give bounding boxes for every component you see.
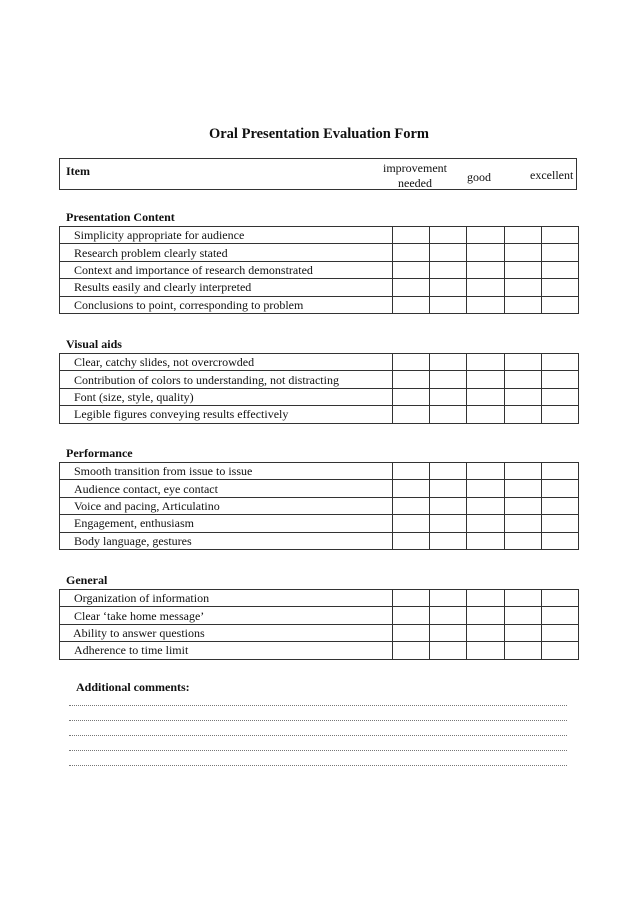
section-grid-general xyxy=(59,589,579,660)
rating-cell[interactable] xyxy=(430,463,467,480)
table-row xyxy=(60,227,579,244)
table-row xyxy=(60,497,579,514)
rating-cell[interactable] xyxy=(504,227,541,244)
rating-cell[interactable] xyxy=(430,244,467,261)
rating-header xyxy=(59,158,577,190)
table-row xyxy=(60,406,579,423)
rating-cell[interactable] xyxy=(393,590,430,607)
rating-cell[interactable] xyxy=(430,371,467,388)
criterion-label: Context and importance of research demonstrated xyxy=(60,261,393,278)
rating-cell[interactable] xyxy=(504,296,541,313)
rating-cell[interactable] xyxy=(430,642,467,659)
rating-cell[interactable] xyxy=(430,624,467,641)
rating-cell[interactable] xyxy=(541,371,578,388)
criterion-label: Results easily and clearly interpreted xyxy=(60,279,393,296)
rating-cell[interactable] xyxy=(467,463,504,480)
rating-cell[interactable] xyxy=(430,279,467,296)
criterion-label: Smooth transition from issue to issue xyxy=(60,463,393,480)
header-improvement-line2: needed xyxy=(398,176,432,190)
table-row xyxy=(60,607,579,624)
section-grid-performance xyxy=(59,462,579,550)
criterion-label: Audience contact, eye contact xyxy=(60,480,393,497)
rating-cell[interactable] xyxy=(393,227,430,244)
rating-cell[interactable] xyxy=(541,388,578,405)
table-row xyxy=(60,480,579,497)
rating-cell[interactable] xyxy=(541,532,578,549)
criterion-label: Legible figures conveying results effectively xyxy=(60,406,393,423)
rating-cell[interactable] xyxy=(504,532,541,549)
section-grid-visual-aids xyxy=(59,353,579,424)
rating-cell[interactable] xyxy=(467,624,504,641)
rating-cell[interactable] xyxy=(541,463,578,480)
section-title-visual-aids: Visual aids xyxy=(66,337,122,351)
criterion-label: Clear, catchy slides, not overcrowded xyxy=(60,354,393,371)
rating-cell[interactable] xyxy=(541,624,578,641)
section-title-general: General xyxy=(66,573,108,587)
rating-cell[interactable] xyxy=(467,227,504,244)
rating-cell[interactable] xyxy=(541,406,578,423)
rating-cell[interactable] xyxy=(504,244,541,261)
table-row xyxy=(60,354,579,371)
rating-cell[interactable] xyxy=(504,388,541,405)
rating-cell[interactable] xyxy=(467,480,504,497)
rating-cell[interactable] xyxy=(504,624,541,641)
rating-cell[interactable] xyxy=(430,515,467,532)
rating-cell[interactable] xyxy=(541,497,578,514)
rating-cell[interactable] xyxy=(430,497,467,514)
rating-cell[interactable] xyxy=(504,480,541,497)
rating-cell[interactable] xyxy=(467,642,504,659)
header-item: Item xyxy=(66,164,90,178)
criterion-label: Engagement, enthusiasm xyxy=(60,515,393,532)
rating-cell[interactable] xyxy=(393,296,430,313)
table-row xyxy=(60,642,579,659)
rating-cell[interactable] xyxy=(467,296,504,313)
rating-cell[interactable] xyxy=(393,642,430,659)
table-row xyxy=(60,371,579,388)
rating-cell[interactable] xyxy=(504,497,541,514)
rating-cell[interactable] xyxy=(393,607,430,624)
criterion-label: Conclusions to point, corresponding to problem xyxy=(60,296,393,313)
rating-cell[interactable] xyxy=(541,296,578,313)
rating-cell[interactable] xyxy=(393,624,430,641)
comment-line[interactable] xyxy=(69,720,567,721)
rating-cell[interactable] xyxy=(430,227,467,244)
rating-cell[interactable] xyxy=(467,279,504,296)
rating-cell[interactable] xyxy=(467,406,504,423)
rating-cell[interactable] xyxy=(393,515,430,532)
rating-cell[interactable] xyxy=(393,406,430,423)
rating-cell[interactable] xyxy=(541,480,578,497)
criterion-label: Font (size, style, quality) xyxy=(60,388,393,405)
rating-cell[interactable] xyxy=(467,354,504,371)
rating-cell[interactable] xyxy=(504,607,541,624)
comment-line[interactable] xyxy=(69,705,567,706)
criterion-label: Ability to answer questions xyxy=(60,624,393,641)
rating-cell[interactable] xyxy=(393,497,430,514)
rating-cell[interactable] xyxy=(541,261,578,278)
table-row xyxy=(60,515,579,532)
rating-cell[interactable] xyxy=(430,590,467,607)
table-row xyxy=(60,532,579,549)
additional-comments-title: Additional comments: xyxy=(76,680,190,694)
rating-cell[interactable] xyxy=(430,388,467,405)
rating-cell[interactable] xyxy=(467,388,504,405)
header-improvement-line1: improvement xyxy=(383,161,447,175)
rating-cell[interactable] xyxy=(430,354,467,371)
rating-cell[interactable] xyxy=(541,227,578,244)
table-row xyxy=(60,244,579,261)
table-row xyxy=(60,463,579,480)
header-improvement-needed xyxy=(375,161,455,191)
table-row xyxy=(60,590,579,607)
rating-cell[interactable] xyxy=(393,371,430,388)
rating-cell[interactable] xyxy=(430,296,467,313)
criterion-label: Simplicity appropriate for audience xyxy=(60,227,393,244)
criterion-label: Adherence to time limit xyxy=(60,642,393,659)
table-row xyxy=(60,296,579,313)
rating-cell[interactable] xyxy=(504,279,541,296)
rating-cell[interactable] xyxy=(467,244,504,261)
rating-cell[interactable] xyxy=(430,480,467,497)
rating-cell[interactable] xyxy=(504,371,541,388)
rating-cell[interactable] xyxy=(393,279,430,296)
criterion-label: Body language, gestures xyxy=(60,532,393,549)
rating-cell[interactable] xyxy=(467,532,504,549)
rating-cell[interactable] xyxy=(467,497,504,514)
table-row xyxy=(60,279,579,296)
rating-cell[interactable] xyxy=(467,607,504,624)
rating-cell[interactable] xyxy=(541,642,578,659)
criterion-label: Clear ‘take home message’ xyxy=(60,607,393,624)
rating-cell[interactable] xyxy=(393,480,430,497)
comment-line[interactable] xyxy=(69,735,567,736)
comment-line[interactable] xyxy=(69,765,567,766)
criterion-label: Contribution of colors to understanding, not distracting xyxy=(60,371,393,388)
table-row xyxy=(60,261,579,278)
rating-cell[interactable] xyxy=(430,532,467,549)
criterion-label: Organization of information xyxy=(60,590,393,607)
rating-cell[interactable] xyxy=(393,388,430,405)
rating-cell[interactable] xyxy=(467,590,504,607)
table-row xyxy=(60,388,579,405)
rating-cell[interactable] xyxy=(541,244,578,261)
rating-cell[interactable] xyxy=(467,371,504,388)
section-grid-presentation-content xyxy=(59,226,579,314)
rating-cell[interactable] xyxy=(467,261,504,278)
rating-cell[interactable] xyxy=(430,607,467,624)
rating-cell[interactable] xyxy=(541,607,578,624)
rating-cell[interactable] xyxy=(504,590,541,607)
section-title-performance: Performance xyxy=(66,446,133,460)
rating-cell[interactable] xyxy=(430,406,467,423)
criterion-label: Voice and pacing, Articulatino xyxy=(60,497,393,514)
rating-cell[interactable] xyxy=(504,406,541,423)
section-title-presentation-content: Presentation Content xyxy=(66,210,175,224)
header-excellent: excellent xyxy=(530,168,574,182)
rating-cell[interactable] xyxy=(504,354,541,371)
rating-cell[interactable] xyxy=(393,261,430,278)
rating-cell[interactable] xyxy=(430,261,467,278)
rating-cell[interactable] xyxy=(393,244,430,261)
rating-cell[interactable] xyxy=(504,642,541,659)
rating-cell[interactable] xyxy=(504,463,541,480)
rating-cell[interactable] xyxy=(504,515,541,532)
rating-cell[interactable] xyxy=(541,354,578,371)
comment-line[interactable] xyxy=(69,750,567,751)
rating-cell[interactable] xyxy=(541,279,578,296)
form-title: Oral Presentation Evaluation Form xyxy=(208,126,430,142)
rating-cell[interactable] xyxy=(393,354,430,371)
rating-cell[interactable] xyxy=(541,590,578,607)
rating-cell[interactable] xyxy=(541,515,578,532)
rating-cell[interactable] xyxy=(504,261,541,278)
header-good: good xyxy=(467,170,491,184)
rating-cell[interactable] xyxy=(393,532,430,549)
rating-cell[interactable] xyxy=(467,515,504,532)
rating-cell[interactable] xyxy=(393,463,430,480)
criterion-label: Research problem clearly stated xyxy=(60,244,393,261)
table-row xyxy=(60,624,579,641)
